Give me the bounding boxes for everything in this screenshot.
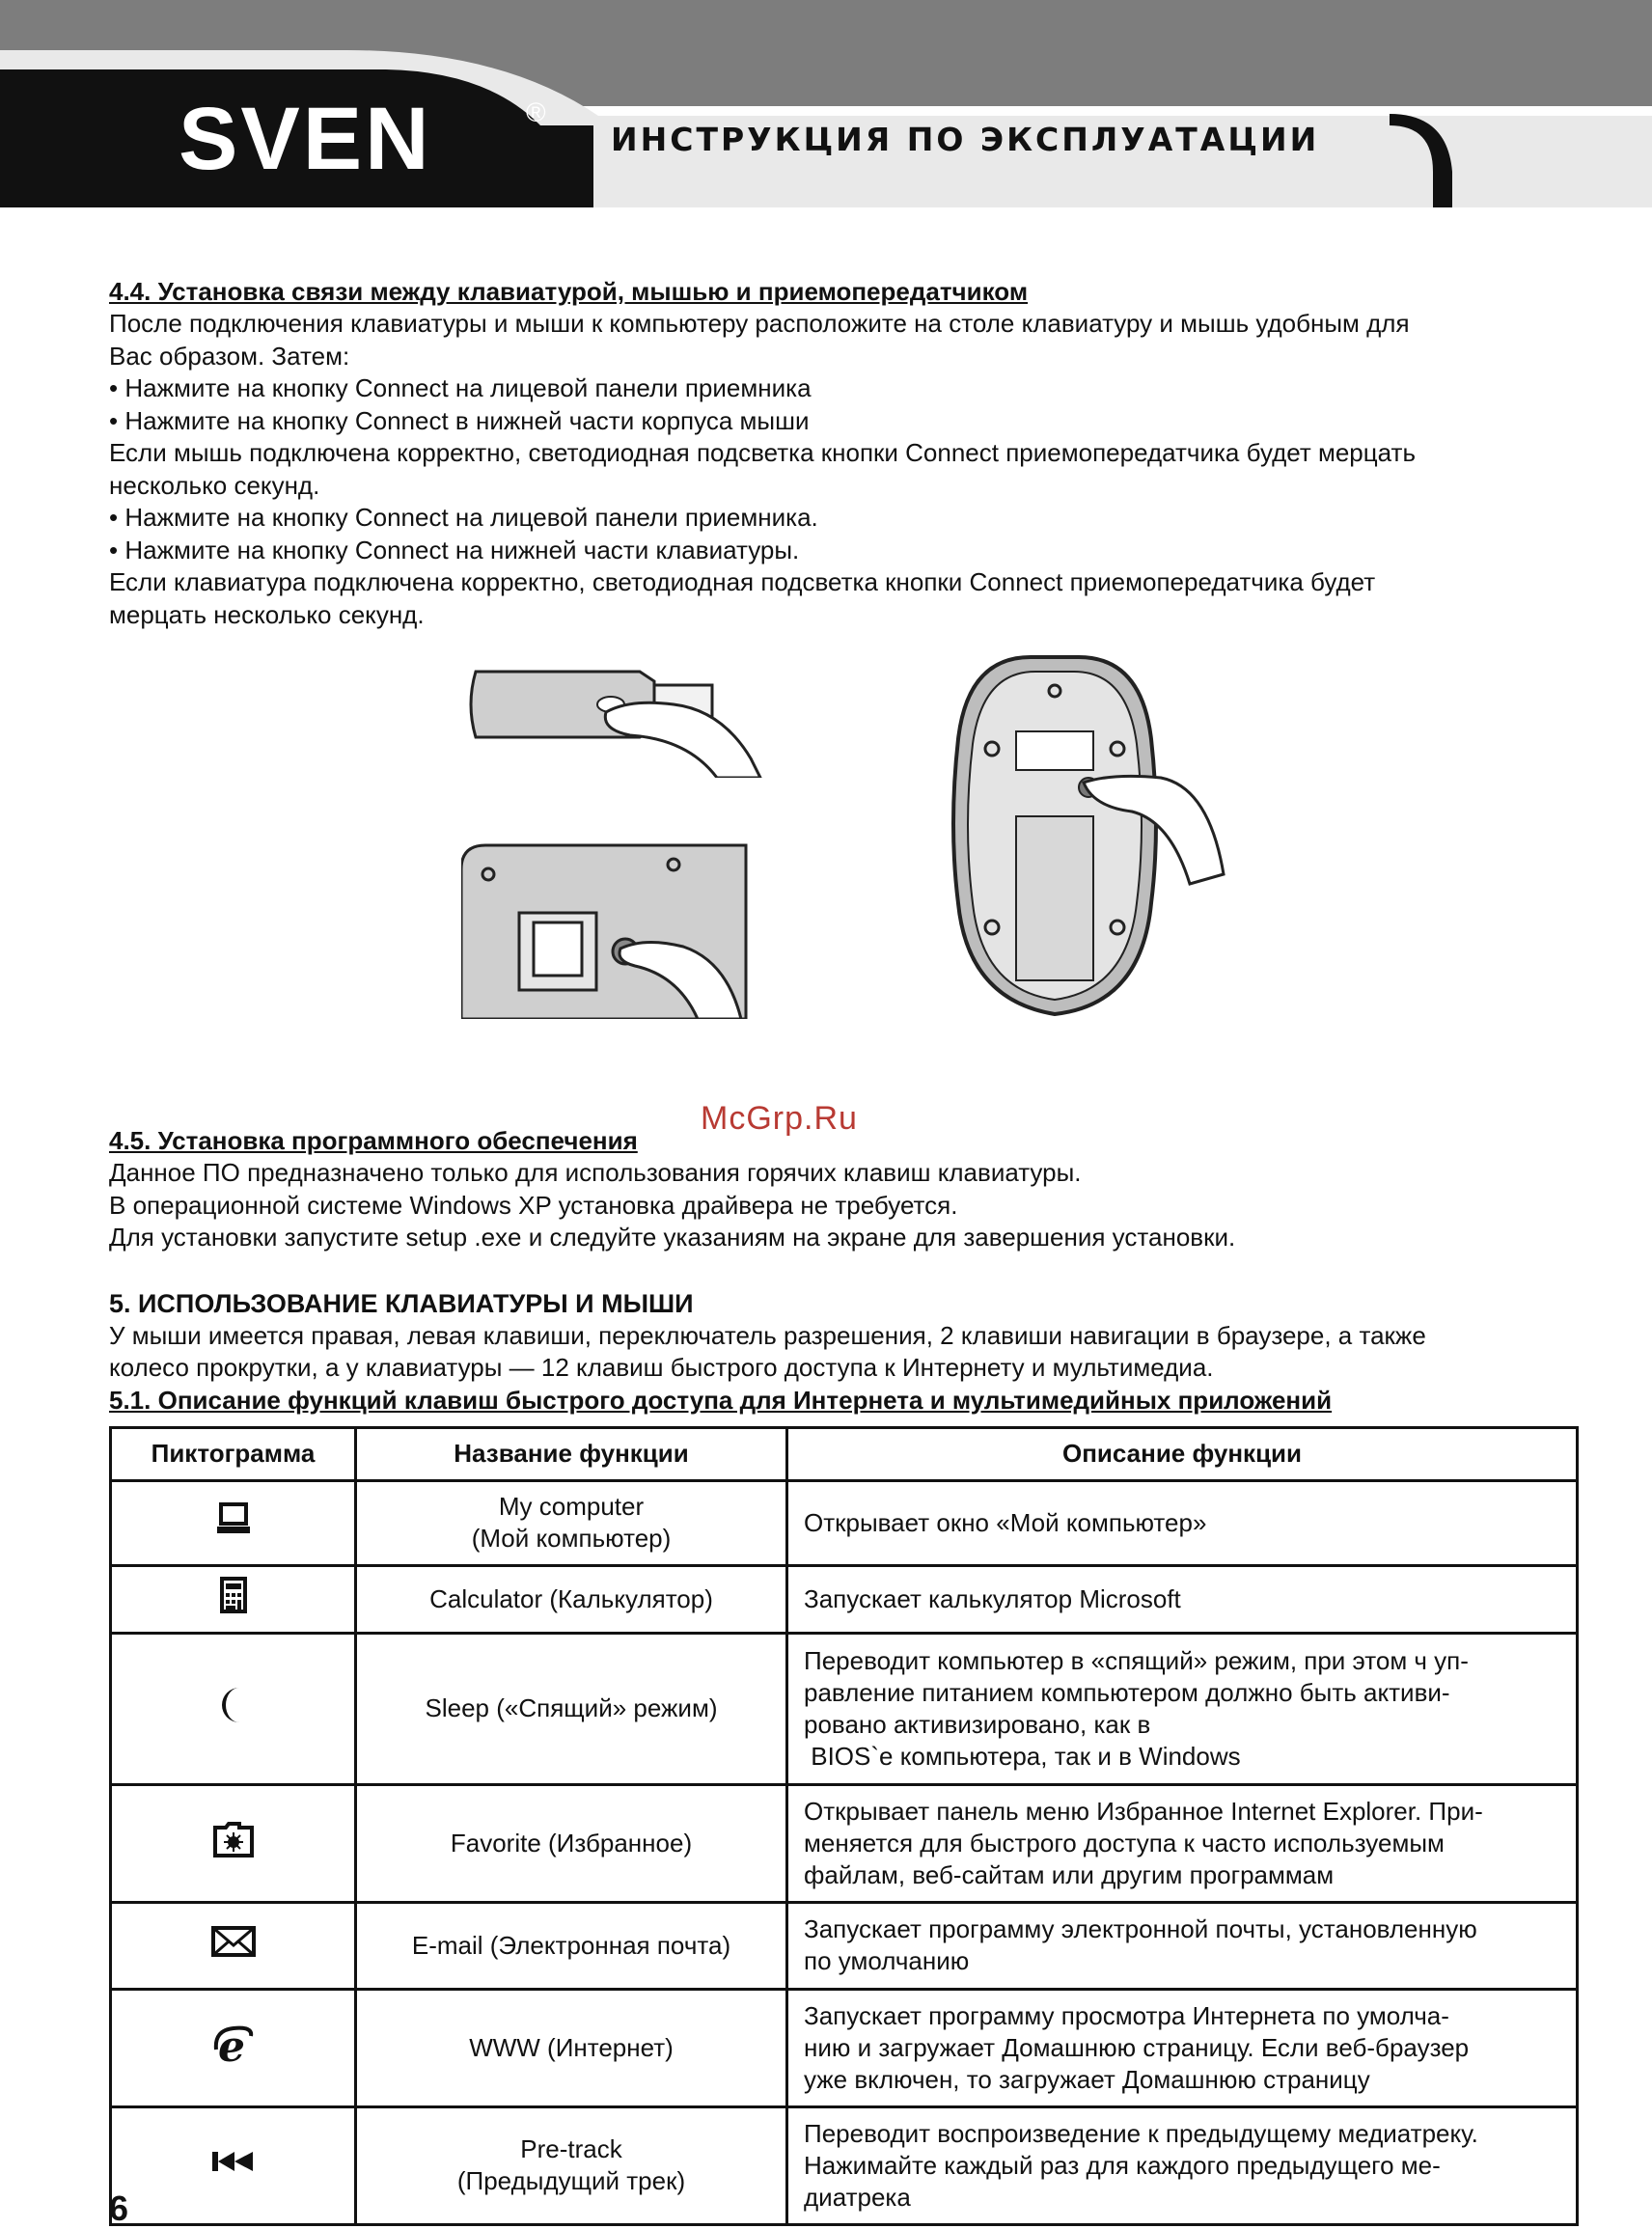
icon-cell <box>111 1989 356 2106</box>
email-envelope-icon <box>210 1924 257 1959</box>
table-row <box>111 1565 1578 1633</box>
function-name: Favorite (Избранное) <box>356 1784 787 1902</box>
page-number: 6 <box>109 2188 129 2228</box>
hotkeys-table <box>109 1426 1579 2226</box>
function-description: Открывает окно «Мой компьютер» <box>787 1480 1578 1565</box>
section-4-4-line: несколько секунд. <box>109 470 320 500</box>
section-4-4-heading: 4.4. Установка связи между клавиатурой, мышью и приемопередатчиком <box>109 277 1029 306</box>
watermark: McGrp.Ru <box>701 1100 858 1137</box>
section-4-4-line: • Нажмите на кнопку Connect в нижней части корпуса мыши <box>109 405 810 435</box>
function-name: Calculator (Калькулятор) <box>356 1565 787 1633</box>
section-4-4-line: Если мышь подключена корректно, светодиодная подсветка кнопки Connect приемопередатчика будет мерцать <box>109 438 1417 467</box>
function-name: Sleep («Спящий» режим) <box>356 1633 787 1784</box>
internet-e-icon <box>210 2021 257 2067</box>
function-description: Переводит воспроизведение к предыдущему медиатреку. Нажимайте каждый раз для каждого предыдущего ме- диатрека <box>787 2106 1578 2224</box>
section-4-5-line: Данное ПО предназначено только для использования горячих клавиш клавиатуры. <box>109 1158 1082 1187</box>
table-row <box>111 1989 1578 2106</box>
function-description: Запускает программу просмотра Интернета по умолча- нию и загружает Домашнюю страницу. Если веб-браузер уже включен, то загружает Домашнюю страницу <box>787 1989 1578 2106</box>
section-4-4-line: • Нажмите на кнопку Connect на лицевой панели приемника. <box>109 503 818 532</box>
function-description: Запускает калькулятор Microsoft <box>787 1565 1578 1633</box>
function-description: Переводит компьютер в «спящий» режим, при этом ч уп- равление питанием компьютером должно быть активи- ровано активизировано, как в BIOS`е компьютера, так и в Windows <box>787 1633 1578 1784</box>
section-5-1-heading: 5.1. Описание функций клавиш быстрого доступа для Интернета и мультимедийных приложений <box>109 1385 1333 1415</box>
function-name: WWW (Интернет) <box>356 1989 787 2106</box>
section-4-5-line: Для установки запустите setup .exe и следуйте указаниям на экране для завершения установки. <box>109 1223 1236 1252</box>
section-4-5-heading: 4.5. Установка программного обеспечения <box>109 1126 638 1155</box>
function-name: Pre-track (Предыдущий трек) <box>356 2106 787 2224</box>
connect-illustrations <box>109 652 1576 1091</box>
table-row <box>111 1633 1578 1784</box>
section-4-4-line: Если клавиатура подключена корректно, светодиодная подсветка кнопки Connect приемопередатчика будет <box>109 567 1376 596</box>
my-computer-icon <box>214 1500 253 1538</box>
function-description: Открывает панель меню Избранное Internet Explorer. При- меняется для быстрого доступа к часто используемым файлам, веб-сайтам или другим программам <box>787 1784 1578 1902</box>
icon-cell <box>111 1480 356 1565</box>
table-row <box>111 1480 1578 1565</box>
section-5-heading: 5. ИСПОЛЬЗОВАНИЕ КЛАВИАТУРЫ И МЫШИ <box>109 1288 694 1318</box>
function-description: Запускает программу электронной почты, установленную по умолчанию <box>787 1902 1578 1989</box>
section-4-5-line: В операционной системе Windows XP установка драйвера не требуется. <box>109 1190 958 1220</box>
favorite-folder-icon <box>212 1820 255 1858</box>
keyboard-connect-illustration <box>461 840 751 1019</box>
section-4-4-line: • Нажмите на кнопку Connect на лицевой панели приемника <box>109 373 812 402</box>
function-name: My computer (Мой компьютер) <box>356 1480 787 1565</box>
previous-track-icon <box>210 2148 257 2175</box>
section-4-4-line: • Нажмите на кнопку Connect на нижней части клавиатуры. <box>109 535 800 564</box>
brand-logo: SVEN <box>179 90 432 188</box>
page-content <box>109 276 1576 2226</box>
receiver-connect-illustration <box>466 652 813 778</box>
section-4-4-line: мерцать несколько секунд. <box>109 599 425 629</box>
icon-cell <box>111 1902 356 1989</box>
table-row <box>111 1784 1578 1902</box>
section-4-4-line: Вас образом. Затем: <box>109 341 350 371</box>
table-row <box>111 2106 1578 2224</box>
icon-cell <box>111 2106 356 2224</box>
column-header-description: Описание функции <box>787 1427 1578 1480</box>
icon-cell <box>111 1784 356 1902</box>
icon-cell <box>111 1633 356 1784</box>
column-header-icon: Пиктограмма <box>111 1427 356 1480</box>
registered-mark: ® <box>526 97 546 127</box>
sleep-moon-icon <box>214 1684 253 1726</box>
section-5-line: У мыши имеется правая, левая клавиши, переключатель разрешения, 2 клавиши навигации в браузере, а также <box>109 1320 1426 1350</box>
page-header <box>0 0 1652 207</box>
calculator-icon <box>214 1576 253 1614</box>
header-banner-graphic <box>0 0 1652 207</box>
section-4-4-line: После подключения клавиатуры и мыши к компьютеру расположите на столе клавиатуру и мышь удобным для <box>109 309 1410 338</box>
section-5-line: колесо прокрутки, а у клавиатуры — 12 клавиш быстрого доступа к Интернету и мультимедиа. <box>109 1353 1214 1382</box>
mouse-connect-illustration <box>939 652 1228 1019</box>
icon-cell <box>111 1565 356 1633</box>
table-row <box>111 1902 1578 1989</box>
function-name: E-mail (Электронная почта) <box>356 1902 787 1989</box>
column-header-name: Название функции <box>356 1427 787 1480</box>
svg-text:e: e <box>217 2023 245 2067</box>
header-title: ИНСТРУКЦИЯ ПО ЭКСПЛУАТАЦИИ <box>611 121 1320 158</box>
table-header-row <box>111 1427 1578 1480</box>
